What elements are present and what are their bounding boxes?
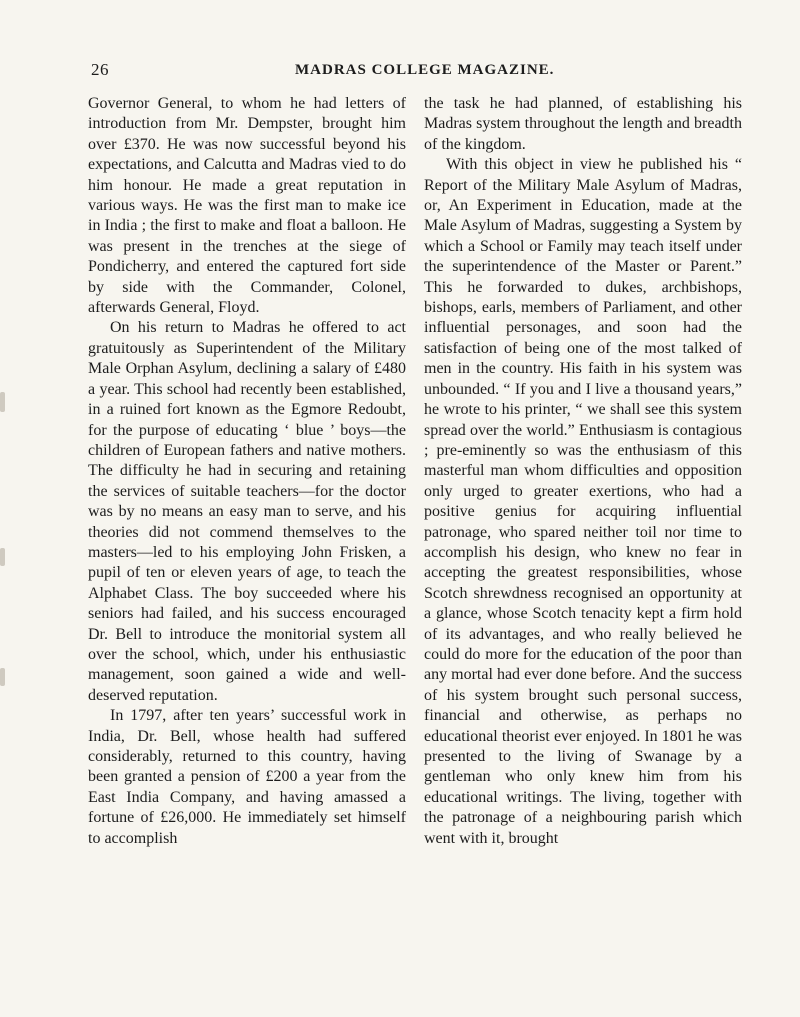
running-head: MADRAS COLLEGE MAGAZINE.	[295, 62, 555, 78]
right-column	[424, 94, 742, 849]
page-number: 26	[91, 60, 109, 79]
binding-mark	[0, 548, 5, 566]
left-paragraph-1: Governor General, to whom he had letters of introduction from Mr. Dempster, brought him over £370. He was now successful beyond his expectations, and Calcutta and Madras vied to do him honour. He made a great reputation in various ways. He was the first man to make ice in India ; the first to make and float a balloon. He was present in the trenches at the siege of Pondicherry, and entered the captured fort side by side with the Commander, Colonel, afterwards General, Floyd.	[88, 95, 406, 317]
left-paragraph-2: On his return to Madras he offered to act gratuitously as Superintendent of the Military Male Orphan Asylum, declining a salary of £480 a year. This school had recently been established, in a ruined fort known as the Egmore Redoubt, for the purpose of educating ‘ blue ’ boys—the children of European fathers and native mothers. The difficulty he had in securing and retaining the services of suitable teachers—for the doctor was by no means an easy man to serve, and his theories did not commend themselves to the masters—led to his employing John Frisken, a pupil of ten or eleven years of age, to teach the Alphabet Class. The boy succeeded where his seniors had failed, and his success encouraged Dr. Bell to introduce the monitorial system all over the school, which, under his enthusiastic management, soon gained a wide and well-deserved reputation.	[88, 319, 406, 704]
right-paragraph-2: With this object in view he published his “ Report of the Military Male Asylum of Madras, or, An Experiment in Education, made at the Male Asylum of Madras, suggesting a System by which a School or Family may teach itself under the superintendence of the Master or Parent.” This he forwarded to dukes, archbishops, bishops, earls, members of Parliament, and other influential personages, and soon had the satisfaction of being one of the most talked of men in the country. His faith in his system was unbounded. “ If you and I live a thousand years,” he wrote to his printer, “ we shall see this system spread over the world.” Enthusiasm is contagious ; pre-eminently so was the enthusiasm of this masterful man whom difficulties and opposition only urged to greater exertions, who had a positive genius for acquiring influential patronage, who spared neither toil nor time to accomplish his design, who knew no fear in accepting the greatest responsibilities, whose Scotch shrewdness recognised an opportunity at a glance, whose Scotch tenacity kept a firm hold of its advantages, and who really believed he could do more for the education of the poor than any mortal had ever done before. And the success of his system brought such personal success, financial and otherwise, as perhaps no educational theorist ever enjoyed. In 1801 he was presented to the living of Swanage by a gentleman who only knew him from his educational writings. The living, together with the patronage of a neighbouring parish which went with it, brought	[424, 156, 742, 847]
binding-mark	[0, 392, 5, 412]
right-paragraph-1: the task he had planned, of establishing his Madras system throughout the length and breadth of the kingdom.	[424, 95, 742, 153]
binding-mark	[0, 668, 5, 686]
left-paragraph-3: In 1797, after ten years’ successful work in India, Dr. Bell, whose health had suffered considerably, returned to this country, having been granted a pension of £200 a year from the East India Company, and having amassed a fortune of £26,000. He immediately set himself to accomplish	[88, 707, 406, 847]
left-column	[88, 94, 406, 849]
